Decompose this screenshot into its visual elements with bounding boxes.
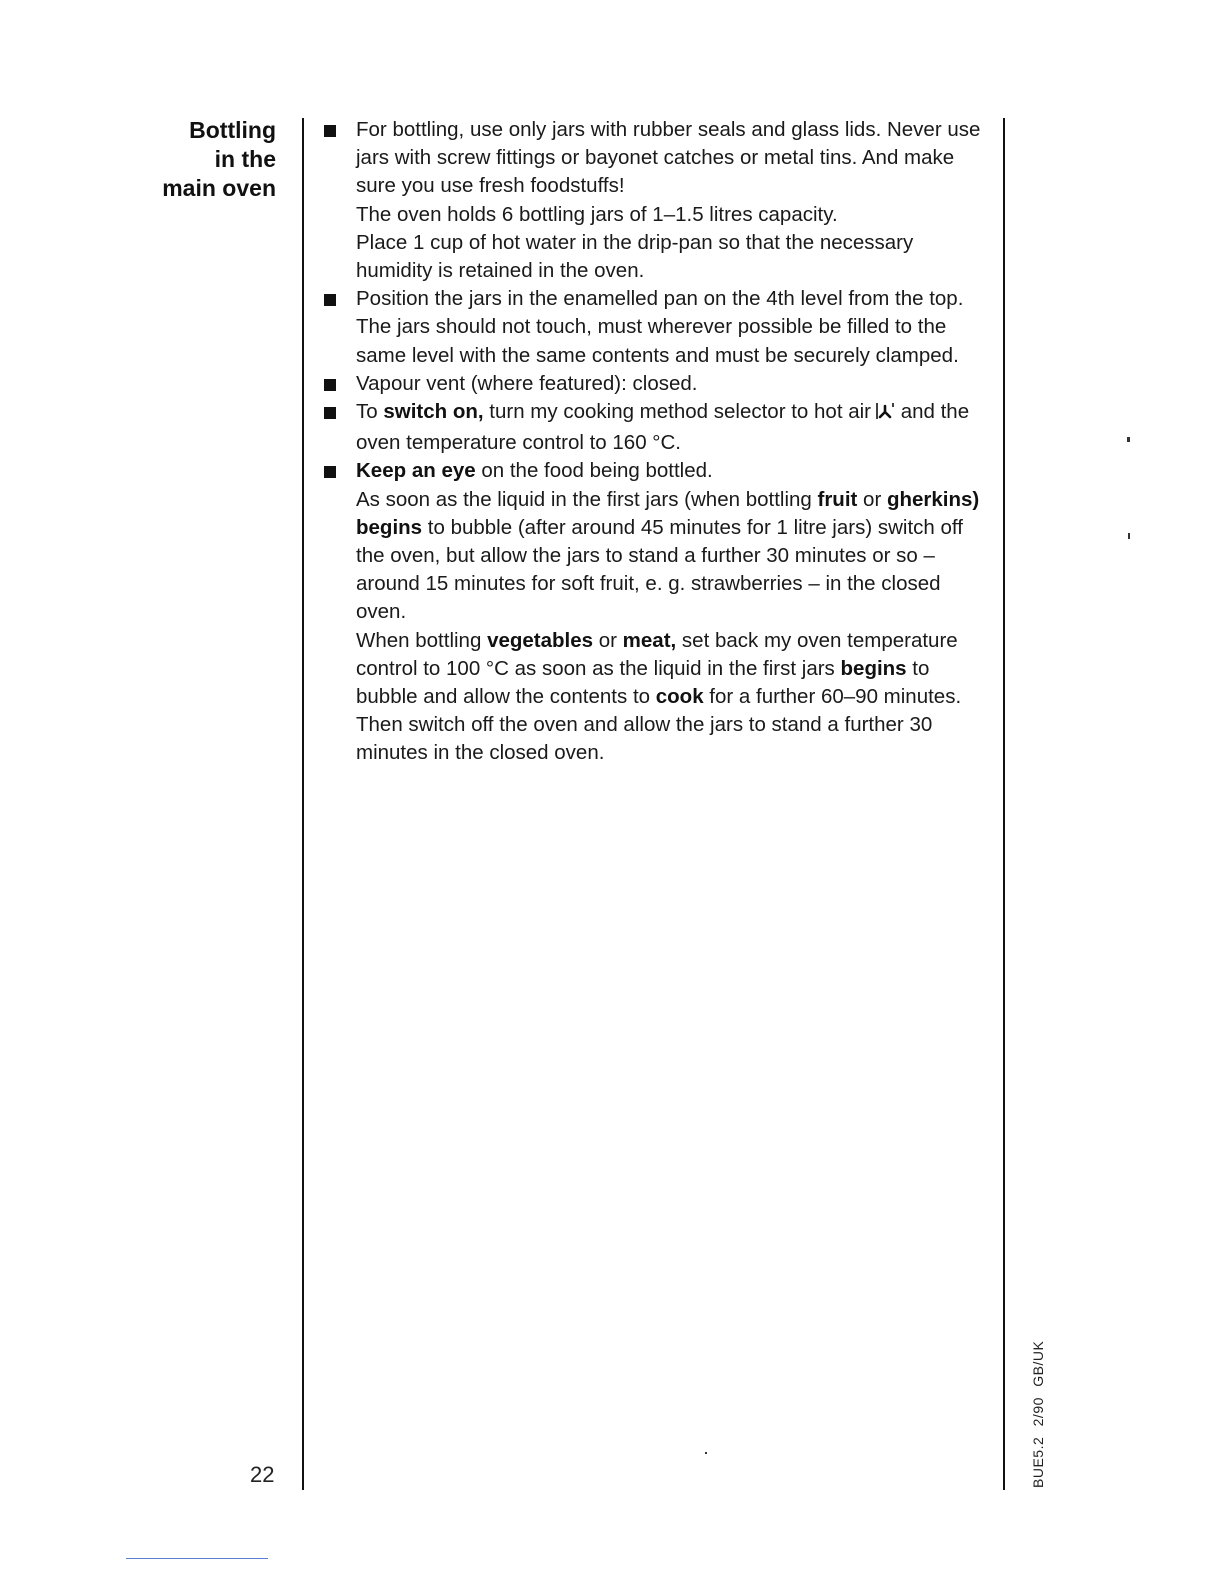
text-run: for a further 60–90 minutes. Then switch off the oven and allow the jars to stand a further 30 minutes in the closed oven. <box>356 685 962 765</box>
heading-line-2: in the <box>214 146 276 172</box>
text-run: To <box>356 400 384 424</box>
left-vertical-rule <box>302 118 304 1490</box>
item-paragraph: Place 1 cup of hot water in the drip-pan so that the necessary humidity is retained in the oven. <box>356 230 914 283</box>
scan-speck <box>1127 437 1130 442</box>
item-paragraph: Vapour vent (where featured): closed. <box>356 371 698 395</box>
bold-run: begins <box>840 656 907 680</box>
bold-run: Keep an eye <box>356 459 476 483</box>
item-paragraph: The oven holds 6 bottling jars of 1–1.5 litres capacity. <box>356 202 838 226</box>
instructions-list <box>324 116 988 768</box>
bold-run: fruit <box>817 487 858 511</box>
item-paragraph <box>356 486 988 627</box>
square-bullet-icon <box>324 294 336 306</box>
list-item <box>324 398 988 457</box>
text-run: to bubble and allow the contents to <box>356 656 930 709</box>
list-item <box>324 285 988 370</box>
text-run: to bubble (after around 45 minutes for 1 litre jars) switch off the oven, but allow the jars to stand a further 30 minutes or so – around 15 minutes for soft fruit, e. g. strawberries – in the closed oven. <box>356 515 963 624</box>
text-run: or <box>857 487 887 511</box>
section-heading <box>100 116 276 203</box>
bold-run: switch on, <box>383 400 484 424</box>
right-vertical-rule <box>1003 118 1005 1490</box>
text-run: or <box>593 628 623 652</box>
page-number: 22 <box>250 1462 275 1487</box>
item-paragraph <box>356 457 988 485</box>
item-paragraph <box>356 398 988 457</box>
item-paragraph <box>356 627 988 768</box>
scan-speck <box>1128 533 1130 539</box>
square-bullet-icon <box>324 407 336 419</box>
bold-run: cook <box>655 685 704 709</box>
list-item <box>324 370 988 398</box>
square-bullet-icon <box>324 379 336 391</box>
square-bullet-icon <box>324 466 336 478</box>
item-paragraph: Position the jars in the enamelled pan on the 4th level from the top. The jars should not touch, must wherever possible be filled to the same level with the same contents and must be securely clamped. <box>356 287 964 367</box>
text-run: turn my cooking method selector to hot air <box>483 400 872 424</box>
bold-run: gherkins) begins <box>356 487 980 539</box>
list-item <box>324 116 988 285</box>
heading-line-1: Bottling <box>189 117 276 143</box>
item-paragraph: For bottling, use only jars with rubber seals and glass lids. Never use jars with screw fittings or bayonet catches or metal tins. And make sure you use fresh foodstuffs! <box>356 118 981 198</box>
heading-line-3: main oven <box>162 175 276 201</box>
text-run: and the oven temperature control to 160 °C. <box>356 400 970 455</box>
list-item <box>324 457 988 767</box>
scan-speck <box>705 1452 707 1454</box>
hot-air-fan-icon <box>875 401 895 429</box>
text-run: on the food being bottled. <box>475 459 713 483</box>
bold-run: vegetables <box>487 628 594 652</box>
square-bullet-icon <box>324 125 336 137</box>
text-run: set back my oven temperature control to 100 °C as soon as the liquid in the first jars <box>356 628 958 680</box>
text-run: As soon as the liquid in the first jars (when bottling <box>356 487 818 511</box>
bold-run: meat, <box>622 628 677 652</box>
document-code: BUE5.2 2/90 GB/UK <box>1030 1340 1046 1488</box>
bottom-edge-line <box>126 1558 268 1559</box>
text-run: When bottling <box>356 628 488 652</box>
